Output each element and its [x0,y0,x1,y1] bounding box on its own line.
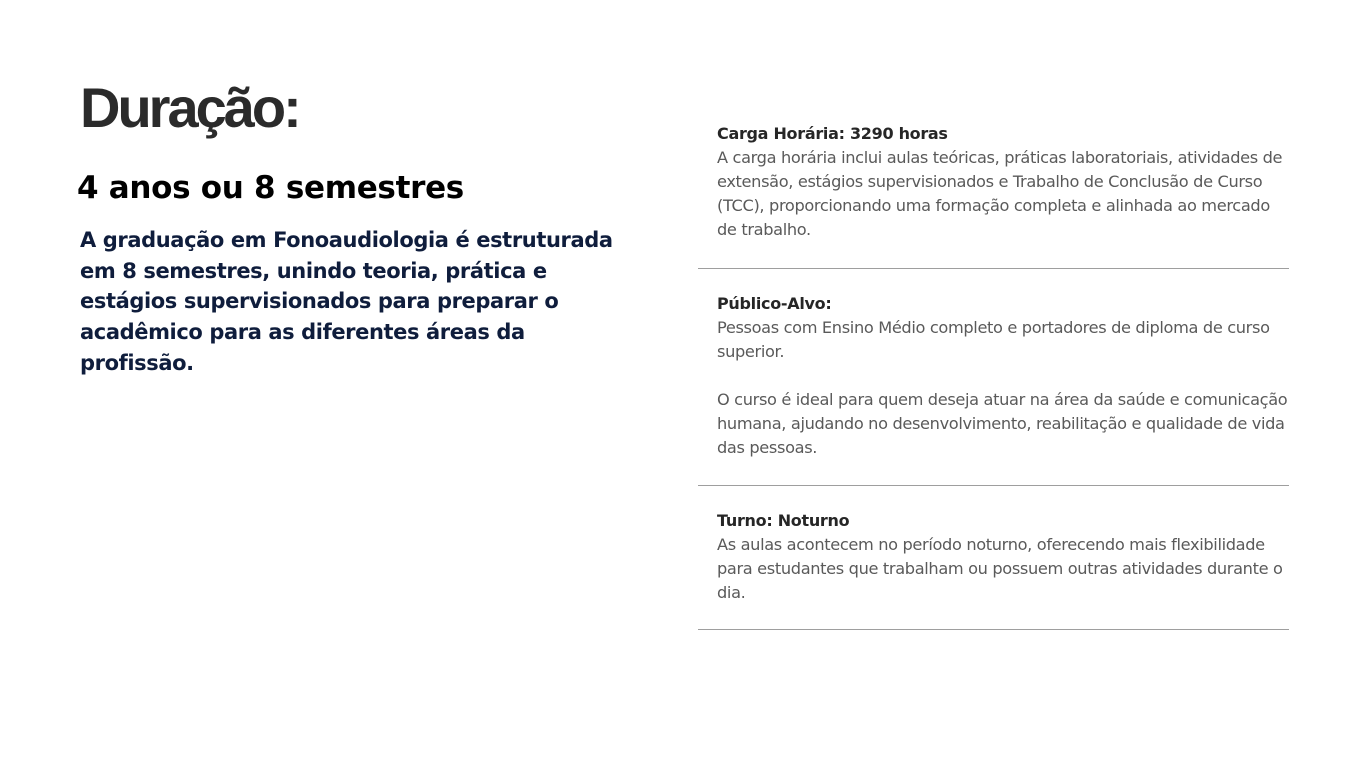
target-audience-profile-text: O curso é ideal para quem deseja atuar na área da saúde e comunicação humana, ajudando no desenvolvimento, reabilitação e qualidade de vida das pessoas. [717,390,1288,457]
page-title: Duração: [80,76,299,139]
target-audience-title: Público-Alvo: [717,294,832,313]
workload-title: Carga Horária: 3290 horas [717,124,948,143]
course-info-list [698,122,1289,630]
duration-value: 4 anos ou 8 semestres [77,170,464,206]
target-audience-text: Pessoas com Ensino Médio completo e portadores de diploma de curso superior. [717,318,1270,361]
shift-block [698,486,1289,630]
duration-section [77,76,620,379]
course-description: A graduação em Fonoaudiologia é estruturada em 8 semestres, unindo teoria, prática e estágios supervisionados para preparar o acadêmico para as diferentes áreas da profissão. [80,228,613,375]
workload-text: A carga horária inclui aulas teóricas, práticas laboratoriais, atividades de extensão, estágios supervisionados e Trabalho de Conclusão de Curso (TCC), proporcionando uma formação completa e alinhada ao mercado de trabalho. [717,148,1283,239]
shift-text: As aulas acontecem no período noturno, oferecendo mais flexibilidade para estudantes que trabalham ou possuem outras atividades durante o dia. [717,535,1283,602]
target-audience-block [698,269,1289,486]
shift-title: Turno: Noturno [717,511,850,530]
workload-block [698,122,1289,269]
